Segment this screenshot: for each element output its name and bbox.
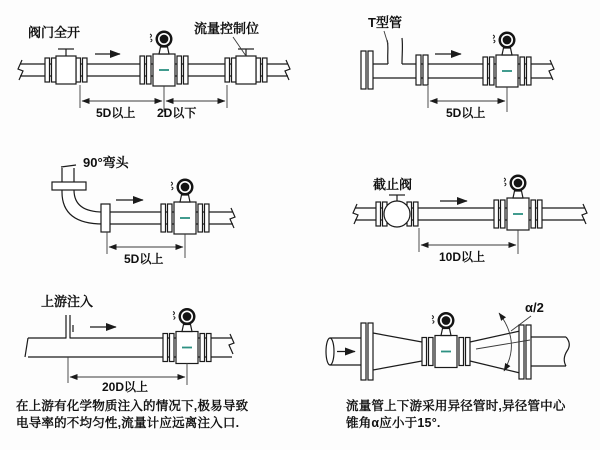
panel-upstream-injection bbox=[0, 285, 300, 395]
caption-line: 电导率的不均匀性,流量计应远离注入口. bbox=[16, 416, 240, 430]
dim-20d-label: 20D以上 bbox=[102, 380, 149, 394]
caption-line: 在上游有化学物质注入的情况下,极易导致 bbox=[16, 399, 249, 413]
flowmeter-icon bbox=[163, 308, 211, 364]
control-valve-icon bbox=[225, 49, 267, 84]
flowmeter-icon bbox=[422, 312, 470, 368]
globe-valve-icon bbox=[376, 195, 418, 227]
flange bbox=[101, 204, 110, 232]
flowmeter-icon bbox=[140, 31, 188, 87]
flowmeter-icon bbox=[494, 175, 542, 231]
caption-reducer-note bbox=[346, 398, 566, 432]
dim-2d-label: 2D以下 bbox=[157, 106, 197, 120]
panel-elbow bbox=[0, 140, 300, 285]
injection-label: 上游注入 bbox=[41, 294, 94, 309]
gate-valve-icon bbox=[45, 49, 87, 84]
dim-5d-label: 5D以上 bbox=[96, 106, 136, 120]
leader-line bbox=[384, 31, 388, 44]
flange bbox=[361, 51, 428, 89]
pipe-right bbox=[531, 337, 569, 366]
panel-valve-full-open bbox=[0, 0, 300, 140]
injection-tube bbox=[66, 315, 73, 339]
flowmeter-icon bbox=[161, 179, 209, 235]
flow-control-label: 流量控制位 bbox=[194, 21, 260, 36]
t-pipe-label: T型管 bbox=[368, 15, 402, 30]
alpha-angle-label: α/2 bbox=[525, 300, 544, 315]
stop-valve-label: 截止阀 bbox=[373, 177, 413, 192]
dim-5d-label: 5D以上 bbox=[124, 252, 164, 266]
dim-5d-label: 5D以上 bbox=[446, 106, 486, 120]
valve-open-label: 阀门全开 bbox=[28, 25, 81, 40]
caption-line: 锥角α应小于15°. bbox=[346, 416, 441, 430]
caption-injection-note bbox=[16, 398, 248, 432]
caption-line: 流量管上下游采用异径管时,异径管中心 bbox=[346, 399, 566, 413]
panel-t-pipe bbox=[300, 0, 600, 140]
elbow-label: 90°弯头 bbox=[83, 155, 129, 170]
pipe-left bbox=[326, 338, 363, 365]
flowmeter-icon bbox=[483, 32, 531, 88]
panel-stop-valve bbox=[300, 140, 600, 285]
leader-line bbox=[233, 37, 246, 56]
dim-10d-label: 10D以上 bbox=[439, 250, 486, 264]
panel-reducer bbox=[300, 285, 600, 395]
elbow-flange bbox=[52, 182, 86, 190]
